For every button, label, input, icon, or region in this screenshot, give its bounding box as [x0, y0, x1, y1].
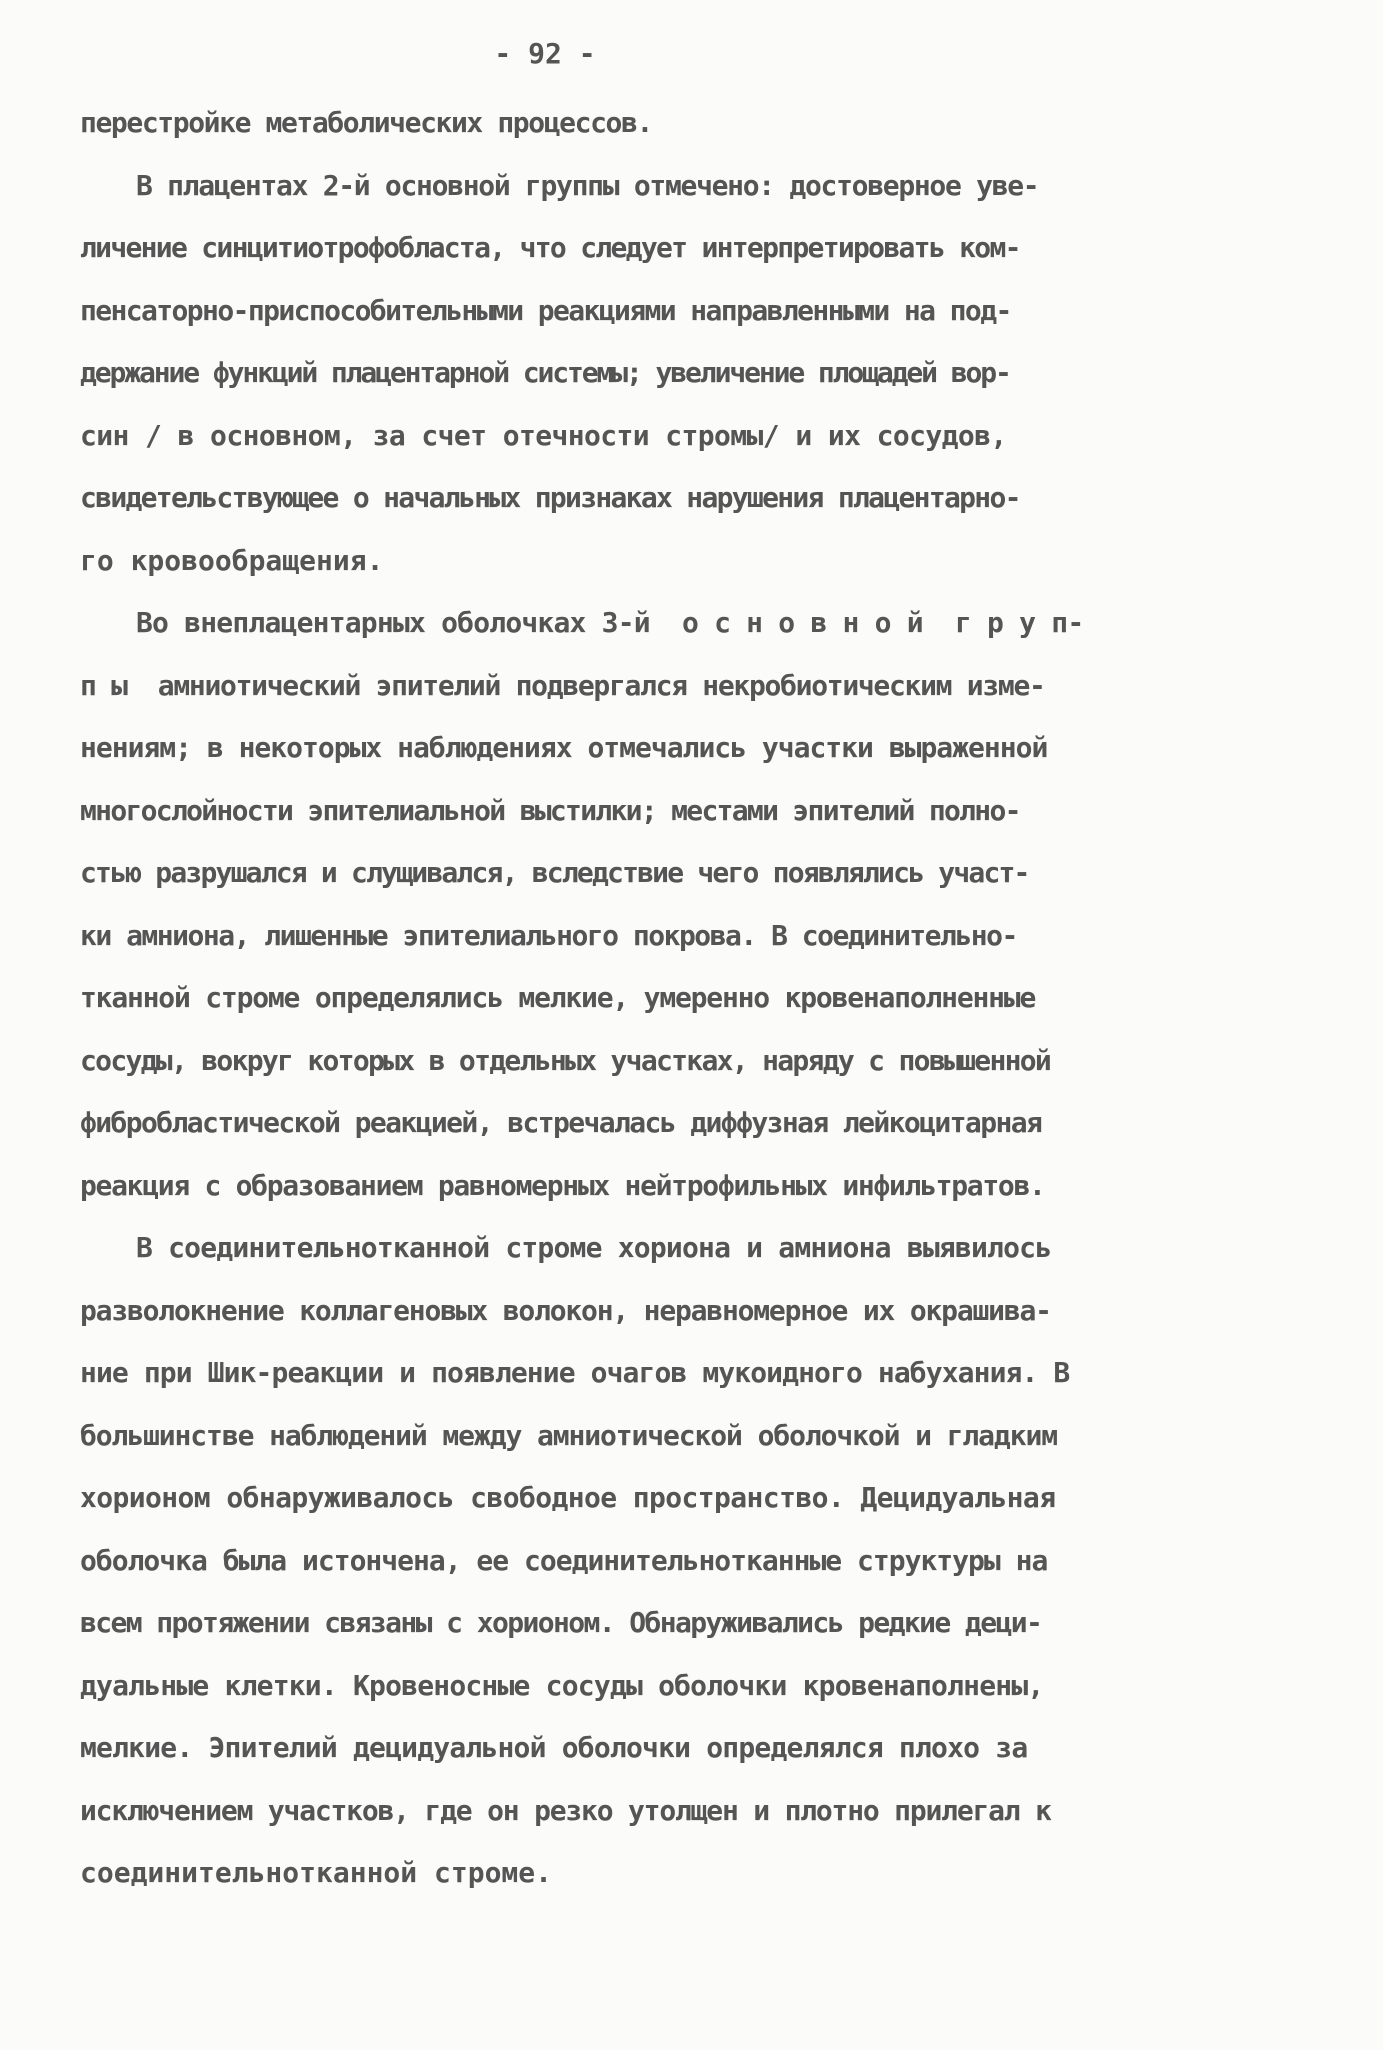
text-line: всем протяжении связаны с хорионом. Обнаруживались редкие деци-: [80, 1606, 1042, 1639]
text-line: В соединительнотканной строме хориона и амниона выявилось: [136, 1231, 1052, 1264]
text-line: многослойности эпителиальной выстилки; местами эпителий полно-: [80, 794, 1020, 827]
text-line: пенсаторно-приспособительными реакциями направленными на под-: [80, 294, 1011, 327]
text-line: го кровообращения.: [80, 544, 384, 577]
text-line: разволокнение коллагеновых волокон, неравномерное их окрашива-: [80, 1294, 1051, 1327]
text-line: соединительнотканной строме.: [80, 1856, 553, 1889]
text-line: дуальные клетки. Кровеносные сосуды оболочки кровенаполнены,: [80, 1669, 1044, 1702]
text-line: мелкие. Эпителий децидуальной оболочки определялся плохо за: [80, 1731, 1028, 1764]
text-line: п ы амниотический эпителий подвергался некробиотическим изме-: [80, 669, 1045, 702]
text-line: син / в основном, за счет отечности стромы/ и их сосудов,: [80, 419, 1007, 452]
text-line: Во внеплацентарных оболочках 3-й о с н о в н о й г р у п-: [136, 606, 1084, 639]
text-line: стью разрушался и слущивался, вследствие чего появлялись участ-: [80, 856, 1029, 889]
text-line: большинстве наблюдений между амниотической оболочкой и гладким: [80, 1419, 1057, 1452]
text-line: В плацентах 2-й основной группы отмечено: достоверное уве-: [136, 169, 1039, 202]
text-line: свидетельствующее о начальных признаках нарушения плацентарно-: [80, 481, 1020, 514]
text-line: оболочка была истончена, ее соединительнотканные структуры на: [80, 1544, 1048, 1577]
text-line: фибробластической реакцией, встречалась диффузная лейкоцитарная: [80, 1106, 1042, 1139]
text-line: личение синцитиотрофобласта, что следует интерпретировать ком-: [80, 231, 1020, 264]
text-line: сосуды, вокруг которых в отдельных участках, наряду с повышенной: [80, 1044, 1051, 1077]
text-line: ки амниона, лишенные эпителиального покрова. В соединительно-: [80, 919, 1017, 952]
text-line: реакция с образованием равномерных нейтрофильных инфильтратов.: [80, 1169, 1045, 1202]
page-number: - 92 -: [494, 37, 596, 70]
text-line: нениям; в некоторых наблюдениях отмечались участки выраженной: [80, 731, 1048, 764]
text-line: перестройке метаболических процессов.: [80, 106, 652, 139]
text-line: держание функций плацентарной системы; увеличение площадей вор-: [80, 356, 1010, 389]
text-line: хорионом обнаруживалось свободное пространство. Децидуальная: [80, 1481, 1056, 1514]
text-line: тканной строме определялись мелкие, умеренно кровенаполненные: [80, 981, 1036, 1014]
text-line: исключением участков, где он резко утолщен и плотно прилегал к: [80, 1794, 1051, 1827]
text-line: ние при Шик-реакции и появление очагов мукоидного набухания. В: [80, 1356, 1070, 1389]
